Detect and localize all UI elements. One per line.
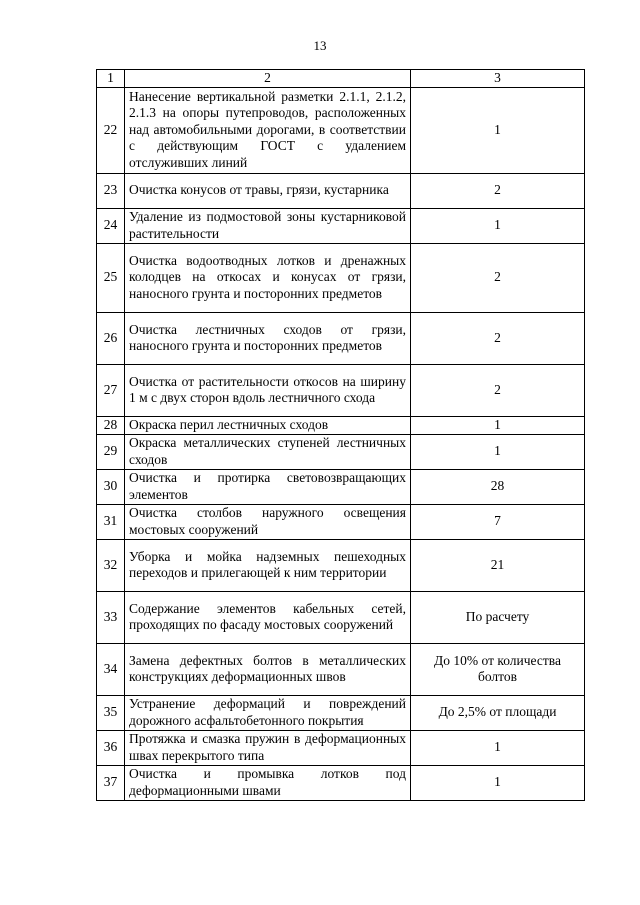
works-table: [96, 69, 585, 801]
row-quantity: 1: [411, 434, 585, 469]
header-cell-number: 1: [97, 70, 125, 88]
table-row: [97, 312, 585, 364]
row-description: Устранение деформаций и повреждений дорожного асфальтобетонного покрытия: [125, 695, 411, 730]
row-quantity: По расчету: [411, 591, 585, 643]
row-number: 26: [97, 312, 125, 364]
table-row: [97, 591, 585, 643]
row-quantity: 1: [411, 416, 585, 434]
row-number: 34: [97, 643, 125, 695]
row-description: Содержание элементов кабельных сетей, проходящих по фасаду мостовых сооружений: [125, 591, 411, 643]
row-number: 28: [97, 416, 125, 434]
row-number: 29: [97, 434, 125, 469]
row-number: 25: [97, 243, 125, 312]
row-quantity: 28: [411, 469, 585, 504]
header-cell-quantity: 3: [411, 70, 585, 88]
row-description: Очистка водоотводных лотков и дренажных колодцев на откосах и конусах от грязи, наносного грунта и посторонних предметов: [125, 243, 411, 312]
row-description: Протяжка и смазка пружин в деформационных швах перекрытого типа: [125, 730, 411, 765]
row-description: Окраска металлических ступеней лестничных сходов: [125, 434, 411, 469]
row-quantity: 21: [411, 539, 585, 591]
row-quantity: 1: [411, 765, 585, 800]
table-row: [97, 416, 585, 434]
page-number: 13: [313, 38, 327, 53]
table-row: [97, 434, 585, 469]
row-number: 23: [97, 173, 125, 208]
row-quantity: 1: [411, 208, 585, 243]
row-number: 24: [97, 208, 125, 243]
row-number: 36: [97, 730, 125, 765]
row-description: Замена дефектных болтов в металлических конструкциях деформационных швов: [125, 643, 411, 695]
row-number: 27: [97, 364, 125, 416]
row-description: Нанесение вертикальной разметки 2.1.1, 2.1.2, 2.1.3 на опоры путепроводов, расположенных над автомобильными дорогами, в соответствии с действующим ГОСТ с удалением отслуживших линий: [125, 87, 411, 173]
row-number: 33: [97, 591, 125, 643]
table-row: [97, 208, 585, 243]
table-header-row: [97, 70, 585, 88]
table-row: [97, 730, 585, 765]
row-description: Очистка столбов наружного освещения мостовых сооружений: [125, 504, 411, 539]
row-number: 37: [97, 765, 125, 800]
row-number: 32: [97, 539, 125, 591]
row-quantity: 7: [411, 504, 585, 539]
row-description: Очистка и промывка лотков под деформационными швами: [125, 765, 411, 800]
header-cell-description: 2: [125, 70, 411, 88]
table-row: [97, 539, 585, 591]
table-row: [97, 364, 585, 416]
row-quantity: 1: [411, 87, 585, 173]
table-row: [97, 87, 585, 173]
table-row: [97, 695, 585, 730]
row-quantity: До 10% от количества болтов: [411, 643, 585, 695]
row-description: Уборка и мойка надземных пешеходных переходов и прилегающей к ним территории: [125, 539, 411, 591]
row-quantity: До 2,5% от площади: [411, 695, 585, 730]
row-description: Очистка лестничных сходов от грязи, наносного грунта и посторонних предметов: [125, 312, 411, 364]
row-quantity: 2: [411, 364, 585, 416]
table-row: [97, 469, 585, 504]
table-body: [97, 70, 585, 801]
row-number: 30: [97, 469, 125, 504]
row-quantity: 2: [411, 173, 585, 208]
row-quantity: 2: [411, 243, 585, 312]
row-description: Удаление из подмостовой зоны кустарниковой растительности: [125, 208, 411, 243]
table-row: [97, 643, 585, 695]
row-number: 31: [97, 504, 125, 539]
row-number: 35: [97, 695, 125, 730]
table-row: [97, 765, 585, 800]
row-number: 22: [97, 87, 125, 173]
row-description: Очистка от растительности откосов на ширину 1 м с двух сторон вдоль лестничного схода: [125, 364, 411, 416]
row-description: Очистка конусов от травы, грязи, кустарника: [125, 173, 411, 208]
table-row: [97, 173, 585, 208]
table-row: [97, 504, 585, 539]
row-quantity: 1: [411, 730, 585, 765]
row-description: Окраска перил лестничных сходов: [125, 416, 411, 434]
row-description: Очистка и протирка световозвращающих элементов: [125, 469, 411, 504]
table-row: [97, 243, 585, 312]
row-quantity: 2: [411, 312, 585, 364]
